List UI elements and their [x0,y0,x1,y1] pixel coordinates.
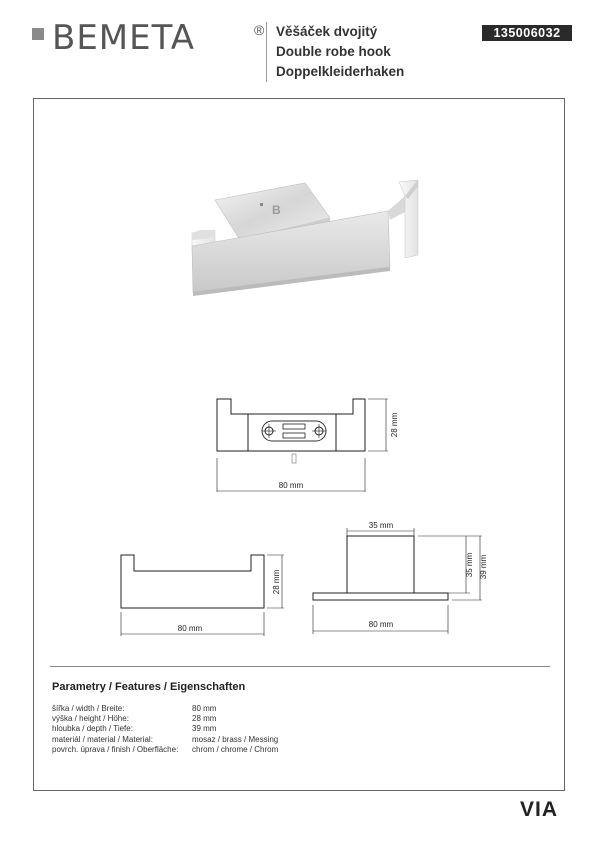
param-label: hloubka / depth / Tiefe: [52,724,133,734]
param-value: chrom / chrome / Chrom [192,744,279,754]
product-logo-mark: B [272,203,281,217]
param-value: mosaz / brass / Messing [192,734,279,744]
top-view-width-label: 80 mm [278,481,304,490]
front-view-drawing [121,555,284,636]
series-name: VIA [520,798,559,821]
front-view-width-label: 80 mm [177,624,203,633]
side-view-drawing [313,528,482,634]
param-label: výška / height / Höhe: [52,714,129,724]
title-german: Doppelkleiderhaken [276,64,405,79]
side-view-height-label-39: 39 mm [479,554,488,580]
param-value: 39 mm [192,724,217,734]
param-label: šířka / width / Breite: [52,704,125,713]
title-czech: Věšáček dvojitý [276,24,378,39]
front-view-height-label: 28 mm [272,569,281,595]
section-divider [50,666,550,667]
logo-text: BEMETA [52,18,196,58]
param-value: 80 mm [192,704,217,713]
side-view-top-label: 35 mm [368,521,394,530]
param-label: materiál / material / Material: [52,734,153,744]
param-value: 28 mm [192,714,217,724]
top-view-height-label: 28 mm [390,412,399,438]
params-title: Parametry / Features / Eigenschaften [52,681,246,693]
product-photo [192,180,418,296]
side-view-width-label: 80 mm [368,620,394,629]
product-code-badge: 135006032 [482,25,572,41]
top-view-drawing [217,399,388,492]
registered-mark: ® [254,22,265,38]
side-view-height-label-35: 35 mm [465,552,474,578]
title-english: Double robe hook [276,44,391,59]
param-label: povrch. úprava / finish / Oberfläche: [52,744,179,754]
